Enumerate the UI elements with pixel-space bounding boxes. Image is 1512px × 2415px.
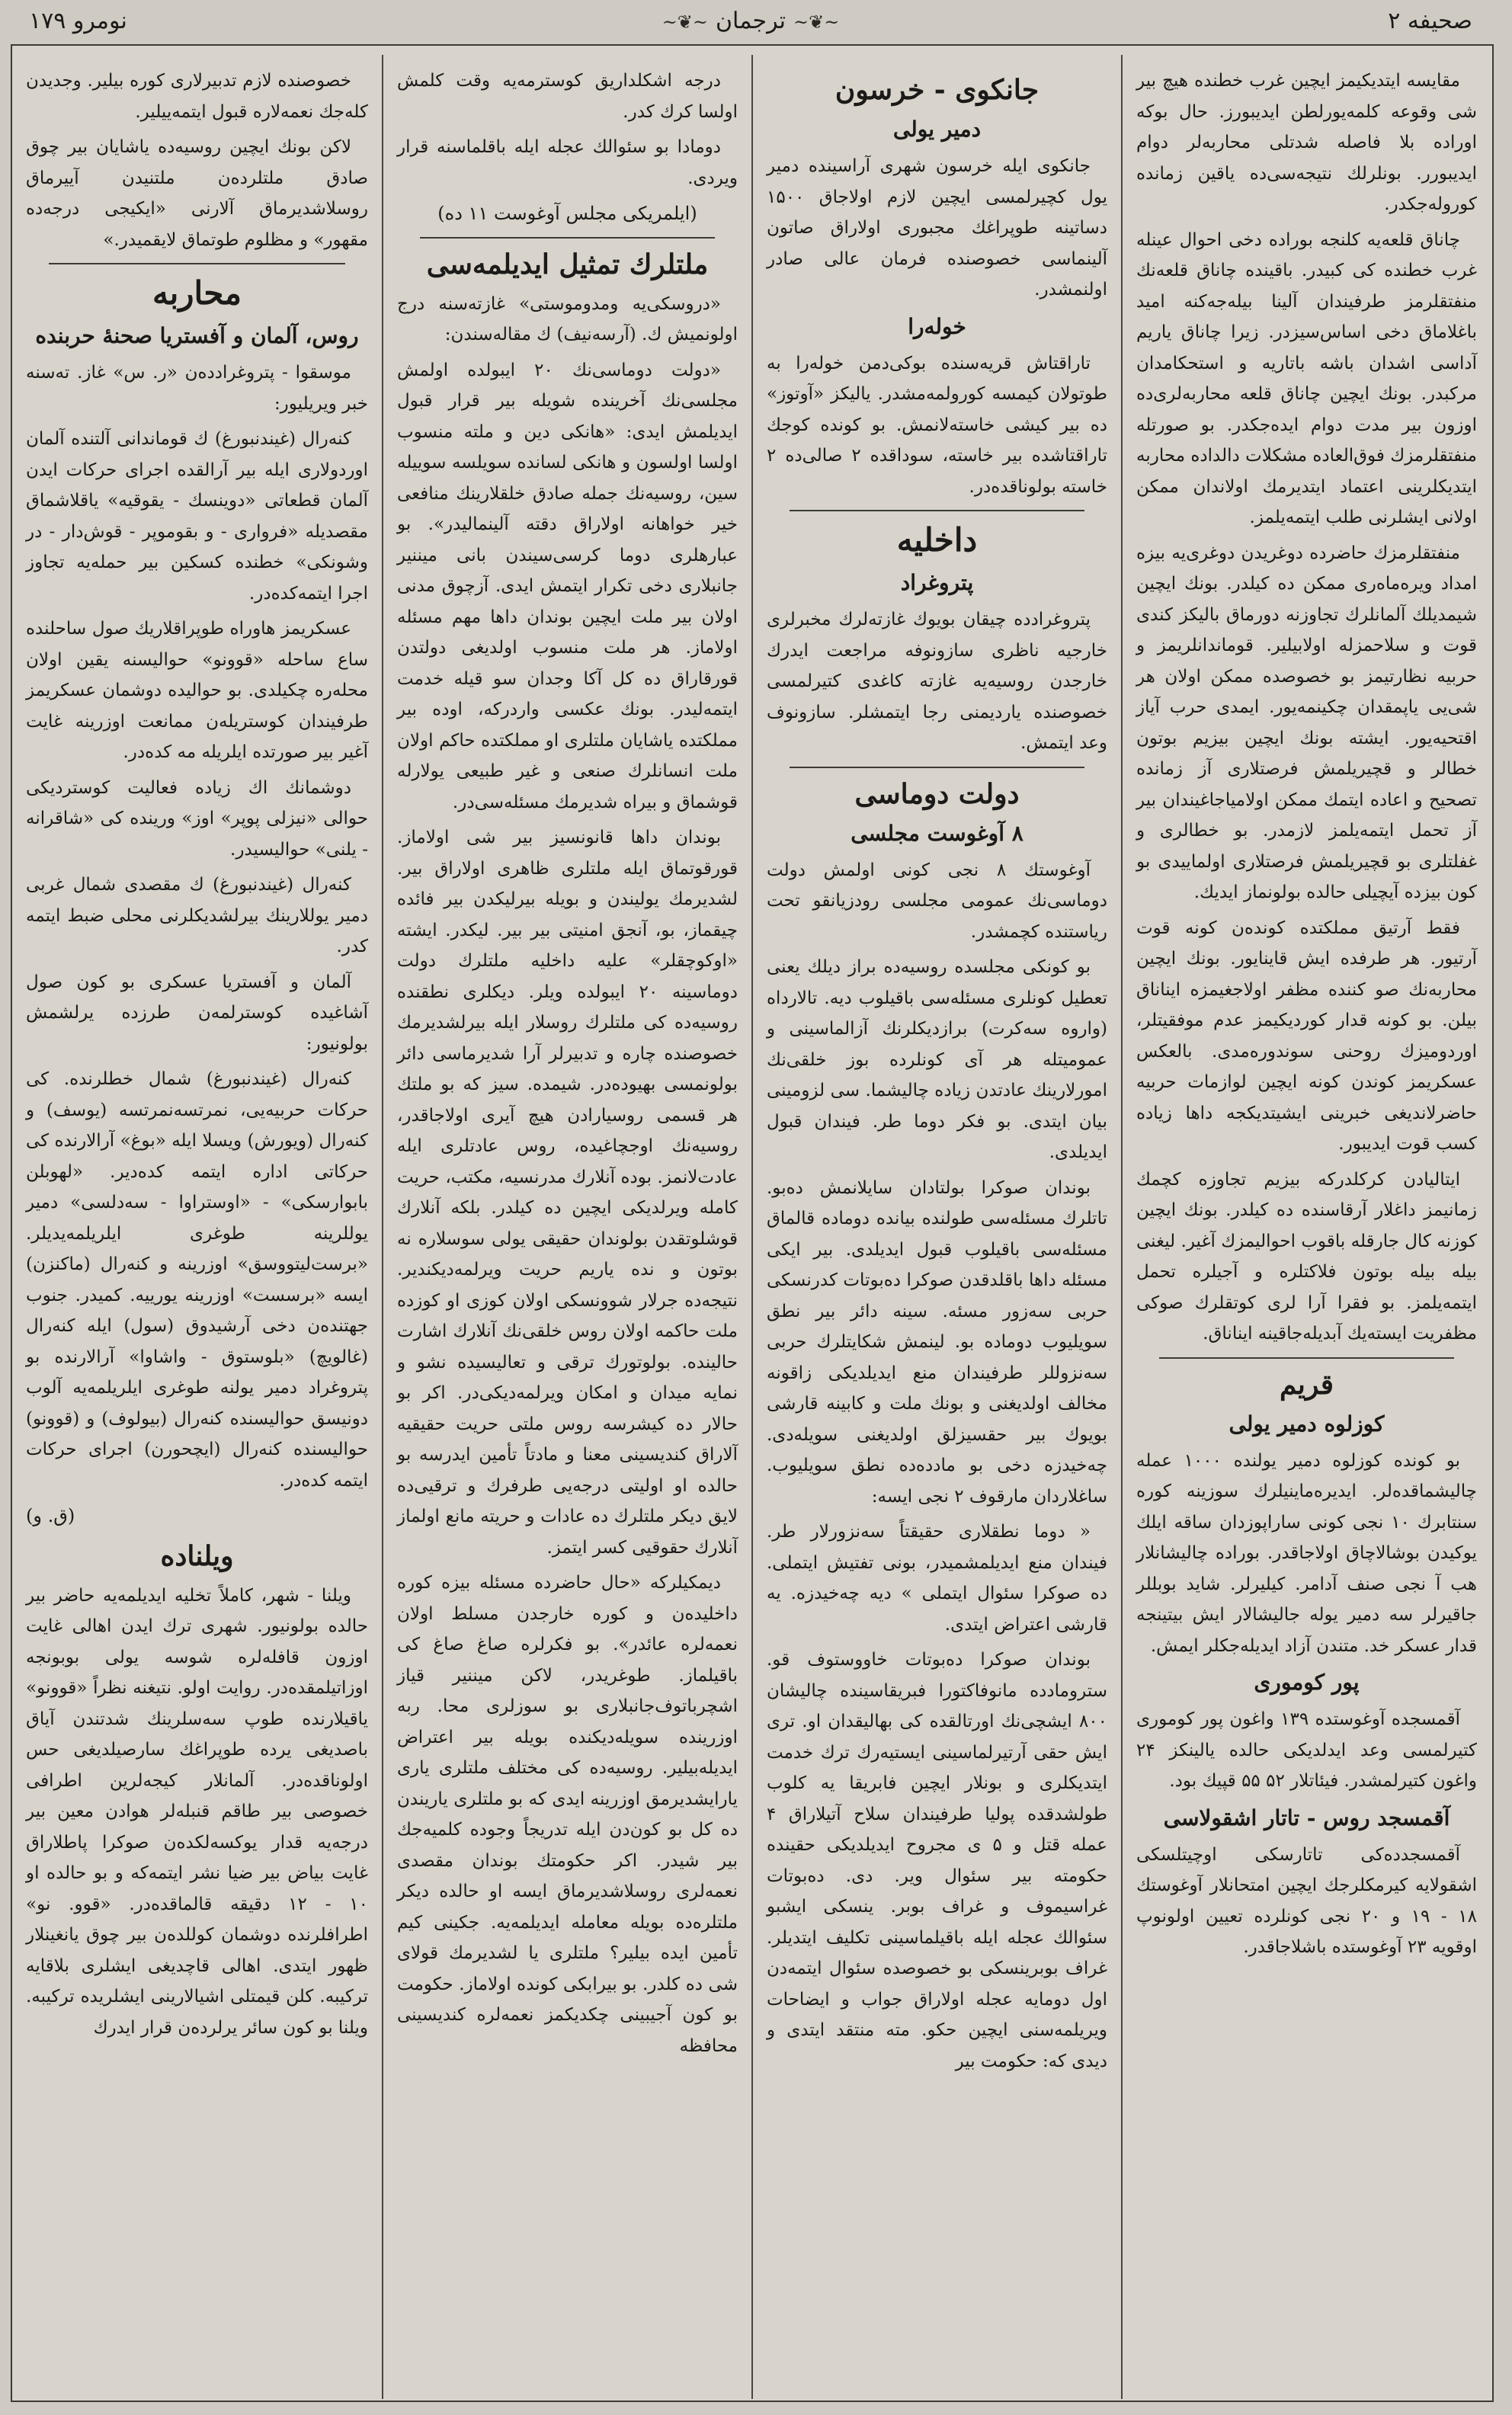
paragraph: فقط آرتیق مملکتده کونده‌ن کونه قوت آرتیور. هر طرفده ایش قاینایور. بونك ایچین محاربه‌نك صو کننده مظفر اولاجغیمزه ایناناق بیلن. بو کونه قدار کوردیکیمز عدم موفقیتلر، اوردومیزك روحنی سوندوره‌مدی. بالعکس عسکریمز کوندن کونه ایچین لوازمات حربیه حاضرلاندیغی خبرینی ایشیتدیکجه داها زیاده کسب قوت ایدیبور. (1136, 918, 1477, 1154)
paragraph: بوندان داها قانونسیز بیر شی اولاماز. قورقوتماق ایله ملتلری ظاهری اولاراق بیر. لشدیرمك یولیندن و بویله بیرلیکدن بیر فائده چیقماز، بو، آنجق امنیتی بیر بیر. لیکدر. ایشته «اوکوچقلر» علیه داخلیه ملتلرك دولت دوماسینه ۲۰ ایبولده ویلر. دیکلری نطقنده روسیه‌ده کی ملتلرك روسلار ایله بیرلشدیرمك خصوصنده چاره و تدبیرلر آرا شدیرماسی دائر بولونمسی بهیوده‌در. شیمده. سیز که بو ملتك هر قسمی روسیارادن هیچ آیری اولاجاقدر، روسیه‌نك اوجچاغیده، روس عادتلری ایله عادت‌لانمز. بوده آنلارك مدرنسیه، مکتب، حریت کامله ویرلدیکی ایچین ده کیلدر. بلکه آنلارك قوشلوتقدن بولوندان حقیقی یولی سوسلاره نه بوتون و نده یاریم حریت ویرلمه‌دیکندیر. نتیجه‌ده جرلار شوونسکی اولان کوزی او کوزده ملت حاکمه اولان روس خلقی‌نك آنلارك اشارت حالینده. بولوتورك ترقی و تعالیسیده نشو و نمایه میدان و امکان ویرلمه‌دیکی‌در. اکر بو حالار ده کیشرسه روس ملتی حریت حقیقیه آلاراق کندیسینی معنا و مادتاً تأمین ایدرسه بو حالده او اولیتی درجه‌یی طرفرك و ترقیی‌ده لایق دیکر ملتلرك ده عادات و حریته مانع اولماز آنلارك حقوقیی کسر ایتمز. (397, 828, 738, 1558)
paragraph: آقمسجده آوغوستده ۱۳۹ واغون پور کوموری کتیرلمسی وعد ایدلدیکی حالده یالینکز ۲۴ واغون کتیرلمشدر. فیئاتلار ۵۲ ۵۵ قپیك بود. (1136, 1709, 1477, 1791)
article-subheading: ۸ آوغوست مجلسی (850, 820, 1023, 846)
column-1 (1121, 55, 1491, 2399)
paragraph: دوشمانك اك زیاده فعالیت کوستردیکی حوالی «نیزلی پوپر» اوز» ورینده کی «شاقرانه - یلنی» حوالیسیدر. (26, 777, 368, 860)
article-heading: پور کوموری (1254, 1670, 1360, 1695)
article-heading: آقمسجد روس - تاتار اشقولاسی (1163, 1805, 1450, 1830)
signature: (ق. و) (26, 1505, 75, 1526)
divider (1159, 1357, 1454, 1359)
section-heading-kirim: قریم (1279, 1368, 1334, 1401)
article-subheading: پتروغراد (900, 570, 974, 595)
paragraph: دومادا بو سئوالك عجله ایله باقلماسنه قرار ویردی. (397, 137, 738, 188)
column-3 (382, 55, 751, 2399)
paragraph: بوندان صوکرا بولتادان سایلانمش ده‌بو. تاتلرك مسئله‌سی طولنده بیانده دوماده قالماق مسئله‌سی باقیلوب قبول ایدیلدی. بیر ایکی مسئله داها باقلدقدن صوکرا ده‌بوتات کدرنسکی حربی سه‌زور مسئه. سینه دائر بیر نطق سویلیوب دوماده بو. لینمش شکایتلرك حربی سه‌نزوللر طرفیندان منع ایدیلدیکی زاقونه مخالف اولدیغنی و بونك ملت و کابینه قارشی بویوك بیر حقسیزلق اولدیغنی سویله‌دی. چه‌خیدزه دخی بو مادده‌ده نطق سویلیوب. ساغلاردان مارقوف ۲ نجی ایسه: (767, 1177, 1107, 1507)
paragraph: بو کونکی مجلسده روسیه‌ده براز دیلك یعنی تعطیل کونلری مسئله‌سی باقیلوب دیه. تالارداه (واروه سه‌کرت) برازدیکلرنك آزالماسینی و عمومیتله هر آی کونلرده بوز خلقی‌نك امورلارینك عادتدن زیاده چالیشما. سی لزومینی بیان ایتدی. بو فکر دوما طر. فیندان قبول ایدیلدی. (767, 957, 1107, 1162)
paragraph: «دولت دوماسی‌نك ۲۰ ایبولده اولمش مجلسی‌نك آخرینده شویله بیر قرار قبول ایدیلمش ایدی: «هانکی دین و ملته منسوب اولسا اولسون و هانکی لسانده سویلسه سوییله سین، روسیه‌نك جمله صادق خلقلارینك منافعی خیر خواهانه اولاراق دقته آلینمالیدر». بو عبارهلری دوما کرسی‌سیندن بانی میننیر جانبلاری دخی تکرار ایتمش ایدی. آزچوق مدنی اولان بیر ملت ایچین بوندان داها مهم مسئله اولاماز. هر ملت منسوب اولدیغی دولتدن قورقاراق ده کل آکا وجدان سو قیله خدمت ایتمه‌لیدر. بونك عکسی واردرکه، اوده بیر مملکتده یاشایان ملتلری او مملکتده حاکم اولان ملت انسانلرك صنعی و غیر طبیعی یولارله قوشماق و بیراه شدیرمك مسئله‌سی‌در. (397, 360, 738, 812)
article-heading: ویلناده (160, 1539, 234, 1572)
issue-number: نومرو ۱۷۹ (29, 8, 127, 34)
paragraph: لاکن بونك ایچین روسیه‌ده یاشایان بیر چوق صادق ملتلرده‌ن ملتنیدن آییرماق روسلاشدیرماق آلارنی «ایکیجی درجه‌ده مقهور» و مظلوم طوتماق لایقمیدر.» (26, 137, 368, 250)
column-4 (12, 55, 382, 2399)
article-subheading: دمیر یولی (892, 117, 982, 142)
paragraph: موسقوا - پتروغرادده‌ن «ر. س» غاز. ته‌سنه خبر ویریلیور: (26, 363, 368, 414)
page-number: صحیفه ۲ (1388, 8, 1472, 34)
paragraph: کنه‌رال (غیندنبورغ) شمال خطلرنده. کی حرکات حربیه‌یی، نمرتسه‌نمرتسه (یوسف) و کنه‌رال (ویورش) ویسلا ایله «بوغ» آرالارنده کی حرکاتی اداره ایتمه کده‌دیر. «لهوبلن بابوارسکی» - «اوستراوا - سه‌دلسی» دمیر یوللرینه طوغری ایلریلمه‌یدیلر. «برست‌لیتووسق» اوزرینه و کنه‌رال (ماکنزن) ایسه «برسست» اوزرینه یورییه. کمیدر. جنوب جهتنده‌ن دخی آرشیدوق (سول) ایله کنه‌رال (غالویچ) «بلوستوق - واشاوا» آرالارنده بو پتروغراد دمیر یولنه طوغری ایلریلمه‌یه آلوب دونیسق حوالیسنده کنه‌رال (بیولوف) و (قوونو) حوالیسنده کنه‌رال (ایچحورن) اجرای حرکات ایتمه کده‌در. (26, 1069, 368, 1491)
divider (790, 510, 1084, 511)
paragraph: کنه‌رال (غیندنبورغ) ك قوماندانی آلتنده آلمان اوردولاری ایله بیر آرالقده اجرای حرکات ایدن آلمان قطعاتی «دوینسك - یقوقیه» یاقلاشماق مقصدیله «فرواری - و بقوموپر - قوش‌دار - در وشونکی» خطنده کسکین بیر حمله‌یه تجاوز اجرا ایتمه‌کده‌در. (26, 429, 368, 604)
paragraph: آلمان و آفستریا عسکری بو کون صول آشاغیده کوسترلمه‌ن طرزده یرلشمش بولونیور: (26, 972, 368, 1054)
section-heading-dakhiliye: داخلیه (896, 521, 978, 559)
paragraph: درجه اشکلداریق کوسترمه‌یه وقت کلمش اولسا کرك کدر. (397, 71, 738, 122)
paragraph: بوندان صوکرا ده‌بوتات خاووستوف قو. سترومادده مانوفاکتورا فبریقاسینده چالیشان ۸۰۰ ایشچی‌نك اورتالقده کی بهالیقدان او. تری ایش حقی آرتیرلماسینی ایستیه‌رك ترك خدمت ایتدیکلری و بونلار ایچین فابریقا یه کلوب طولشدقده پولیا طرفیندان سلاح آتیلاراق ۴ عمله قتل و ۵ ی مجروح ایدیلدیکی حقینده حکومته بیر سئوال ویر. دی. ده‌بوتات غراسیموف و غراف بوبر. ینسکی ایشبو سئوالك عجله ایله باقیلماسینی تکلیف ایتدیلر. غراف بوبرینسکی بو خصوصده سئوال ایتمه‌دن اول دومایه عجله اولاراق جواب و ایضاحات ویریلمه‌سنی ایچین حکو. مته منتقد ایتدی و دیدی که: حکومت بیر (767, 1650, 1108, 2071)
paragraph: « دوما نطقلاری حقیقتاً سه‌نزورلار طر. فیندان منع ایدیلمشمیدر، بونی تفتیش ایتملی. ده صوکرا سئوال ایتملی » دیه چه‌خیدزه. یه قارشی اعتراض ایتدی. (767, 1522, 1107, 1635)
paragraph: آقمسجدده‌کی تاتارسکی اوچیتلسکی اشقولایه کیرمکلرجك ایچین امتحانلار آوغوستك ۱۸ - ۱۹ و ۲۰ نجی کونلرده تعیین اولونوپ اوقویه ۲۳ آوغوستده باشلاجاقدر. (1136, 1844, 1477, 1957)
paragraph: بو کونده کوزلوه دمیر یولنده ۱۰۰۰ عمله چالیشماقده‌لر. ایدیره‌ماینیلرك سوزینه کوره سنتابرك ۱۰ نجی کونی ساراپوزدان ساقه ایلك یوکیدن بوشالاچاق اولاجاقدر. بوراده چالیشانلار هب آ نجی صنف آدامر. کیلیرلر. شاید بوبللر جاقیرلر سه دمیر یوله جالیشالار ایش بیتینجه قدار عسکر خد. متندن آزاد ایدیله‌جکلر ایمش. (1136, 1450, 1477, 1656)
paragraph: چاناق قلعه‌یه کلنجه بوراده دخی احوال عینله غرب خطنده کی کبیدر. باقینده چاناق قلعه‌نك منفتقلرمز طرفیندان آلینا بیله‌جه‌کنه امید باغلاماق دخی اساس‌سیزدر. زیرا چاناق یاریم آداسی اشدان باشه باتاریه و استحکامدان مرکبدر. بونك ایچین چاناق قلعه محاربه‌لری‌ده اوزون بیر مدت دوام ایده‌جکدر. بو صورتله منفتقلرمزك فوق‌العاده مشکلات دالداده محاربه ایتدیکلرینی اعتماد ایتدیرمك اولاندان ممکن اولانی ایشلرنی طلب ایتمه‌یلمز. (1136, 229, 1477, 527)
article-subheading: روس، آلمان و آفستریا صحنهٔ حربنده (35, 323, 359, 348)
paragraph: آوغوستك ۸ نجی کونی اولمش دولت دوماسی‌نك عمومی مجلسی رودزیانقو تحت ریاستنده کچمشدر. (767, 860, 1107, 942)
newspaper-title: ~❦~ ترجمان ~❦~ (655, 8, 847, 34)
paragraph: جانکوی ایله خرسون شهری آراسینده دمیر یول کچیرلمسی ایچین لازم اولاجاق ۱۵۰۰ دساتینه طوپراغك مجبوری اولاراق صاتون آلینماسی خصوصنده فرمان عالی صادر اولنمشدر. (767, 156, 1107, 299)
section-heading-muharebe: محاربه (152, 274, 242, 312)
paragraph: ایتالیادن کرکلدرکه بیزیم تجاوزه کچمك زمانیمز داغلار آرقاسنده ده کیلدر. بونك ایچین کوزنه کال جارقله باقوب احوالیمزك آغیر. لیغنی بیله بیله بوتون فلاکتلره و آجیلره تحمل ایتمه‌یلمز. بو فقرا آرا لری کوتقلرك صوكی مظفریت ایسته‌یك آبدیله‌جاقینه ایناناق. (1136, 1169, 1477, 1344)
article-heading: خوله‌را (908, 313, 966, 339)
masthead (11, 0, 1491, 44)
paragraph: منفتقلرمزك حاضرده دوغریدن دوغری‌یه بیزه امداد ویره‌ماه‌ری ممکن ده کیلدر. بونك ایچین شیمدیلك آلمانلرك تجاوزنه دورماق بالیکز کندی قوت و سلاحمزله اولابیلیر. قوماندانلریمز و حربیه نظارتیمز بو خصوصده ممکن اولان هر شی‌یی یاپمقدان چکینمه‌یور. ایمدی حرب آیاز اقتحیه‌یور. ایشته بونك ایچین بیزیم بوتون خطالر و قچیریلمش فرصتلاری آز زمانده تصحیح و اعاده ایتمك ممکن اولامیاجاغیندان بیر آز تحمل ایتمه‌یلمز لازمدر. بو خطالری و غفلتلری بو قچیریلمش فرصتلاری اولماییدی بو کون بیزده آیچیلی حالده بولونماز ایدیك. (1136, 543, 1477, 902)
paragraph: مقایسه ایتدیکیمز ایچین غرب خطنده هیچ بیر شی وقوعه کلمه‌یورلطن ایدیبورز. حال بوکه اوراده بلا فاصله شدتلی محاربه‌لر دوام ایدیبورر. بونلرلك نتیجه‌سی‌ده یاقین زمانده کوروله‌جکدر. (1136, 71, 1477, 214)
column-2 (751, 55, 1121, 2399)
article-heading: دولت دوماسی (854, 777, 1020, 810)
paragraph: تاراقتاش قریه‌سنده بوکی‌دمن خوله‌را به طوتولان کیمسه کورولمه‌مشدر. یالیکز «آوتوز» ده بیر کیشی خاسته‌لانمش. بو کونده کوجك تاراقتاشده بیر خاسته، سوداقده ۲ صالی‌ده ۲ خاسته بولوناقده‌در. (767, 353, 1107, 497)
divider (420, 237, 715, 239)
columns (11, 55, 1491, 2399)
divider (49, 263, 345, 264)
paragraph: دیمکیلرکه «حال حاضرده مسئله بیزه کوره داخلیده‌ن و کوره خارجدن مسلط اولان نعمه‌لره عائدر». بو فکرلره صاغ صاغ کی باقیلماز. طوغریدر، لاکن میننیر قیاز اشچرباتوف‌جانبلاری بو سوزلری محا. ربه اوزرینده سویله‌دیکنده بویله بیر اعتراض ایدیله‌بیلیر. روسیه‌ده کی مختلف ملتلری یاری یارایشدیرمق اوزرینه ایدی که بو ملتلری یاریندن ده کل بو کون‌دن ایله تدریجاً وجوده کلمیه‌جك بیر شیدر. اکر حکومتك بوندان مقصدی نعمه‌لری روسلاشدیرماق ایسه او حالده دیکر ملتلره‌ده بویله معامله ایدیلمه‌یه. جکینی کیم تأمین ایده بیلیر؟ ملتلری یا لشدیرمك قولای شی ده کلدر. بو بیرابکی کونده اولاماز. حکومت بو کون آجیبینی چکدیکمز نعمه‌لره کندیسینی محافظه (397, 1573, 738, 2056)
note: (ایلمریکی مجلس آوغوست ۱۱ ده) (437, 203, 697, 224)
divider (790, 767, 1084, 768)
paragraph: پتروغرادده چیقان بویوك غازته‌لرك مخبرلری خارجیه ناظری سازونوفه مراجعت ایدرك خارجدن روسیه‌یه غازته کاغدی کتیرلمسی خصوصنده یاردیمنی رجا ایتمشلر. سازونوف وعد ایتمش. (767, 610, 1107, 753)
article-heading: کوزلوه دمیر یولی (1228, 1411, 1385, 1437)
paragraph: ویلنا - شهر، کاملاً تخلیه ایدیلمه‌یه حاضر بیر حالده بولونیور. شهری ترك ایدن اهالی غایت اوزون قافله‌لره شوسه یولی بوبونجه اوزاتیلمقده‌در. روایت اولو. نتیغنه نظراً «قوونو» یاقیلارنده طوپ سه‌سلرینك شدتندن آیاق باصدیغی یرده طوپراغك سارصیلدیغی حس اولوناقده‌در. آلمانلار کیجه‌لرین اطرافی خصوصی بیر طاقم قنبله‌لر هوادن معین بیر درجه‌یه قدار یوکسه‌لکده‌ن صوکرا پاطلاراق غایت بیاض بیر ضیا نشر ایتمه‌که و بو حالده او ۱۰ - ۱۲ دقیقه قالماقده‌در. «قوو. نو» اطرافلرنده دوشمان کوللده‌ن بیر چوق یانغینلار ظهور ایتدی. اهالی قاچدیغی ایشلری بلاقایه ترکیبه. کلن قیمتلی اشیالارینی ایشلریده ترکیبه. ویلنا بو کون سائر یرلرده‌ن قرار ایدرك (26, 1585, 368, 2038)
article-heading: جانکوی - خرسون (834, 74, 1040, 106)
paragraph: «دروسکی‌یه ومدوموستی» غازته‌سنه درج اولونمیش ك. (آرسه‌نیف) ك مقاله‌سندن: (397, 293, 738, 344)
paragraph: کنه‌رال (غیندنبورغ) ك مقصدی شمال غربی دمیر یوللارینك بیرلشدیکلرنی محلی ضبط ایتمه کدر. (26, 875, 368, 956)
paragraph: خصوصنده لازم تدبیرلاری کوره بیلیر. وجدیدن کله‌جك نعمه‌لاره قبول ایتمه‌ییلیر. (26, 71, 368, 122)
paragraph: عسکریمز هاوراه طوپراقلاریك صول ساحلنده ساع ساحله «قوونو» حوالیسنه یقین اولان محله‌ره چکیلدی. بو حوالیده دوشمان عسکریمز طرفیندان کوستریله‌ن ممانعت اوزرینه غایت آغیر بیر صورتده ایلریله مه کده‌در. (26, 619, 368, 762)
article-heading: ملتلرك تمثیل ایدیلمه‌سی (426, 248, 709, 280)
